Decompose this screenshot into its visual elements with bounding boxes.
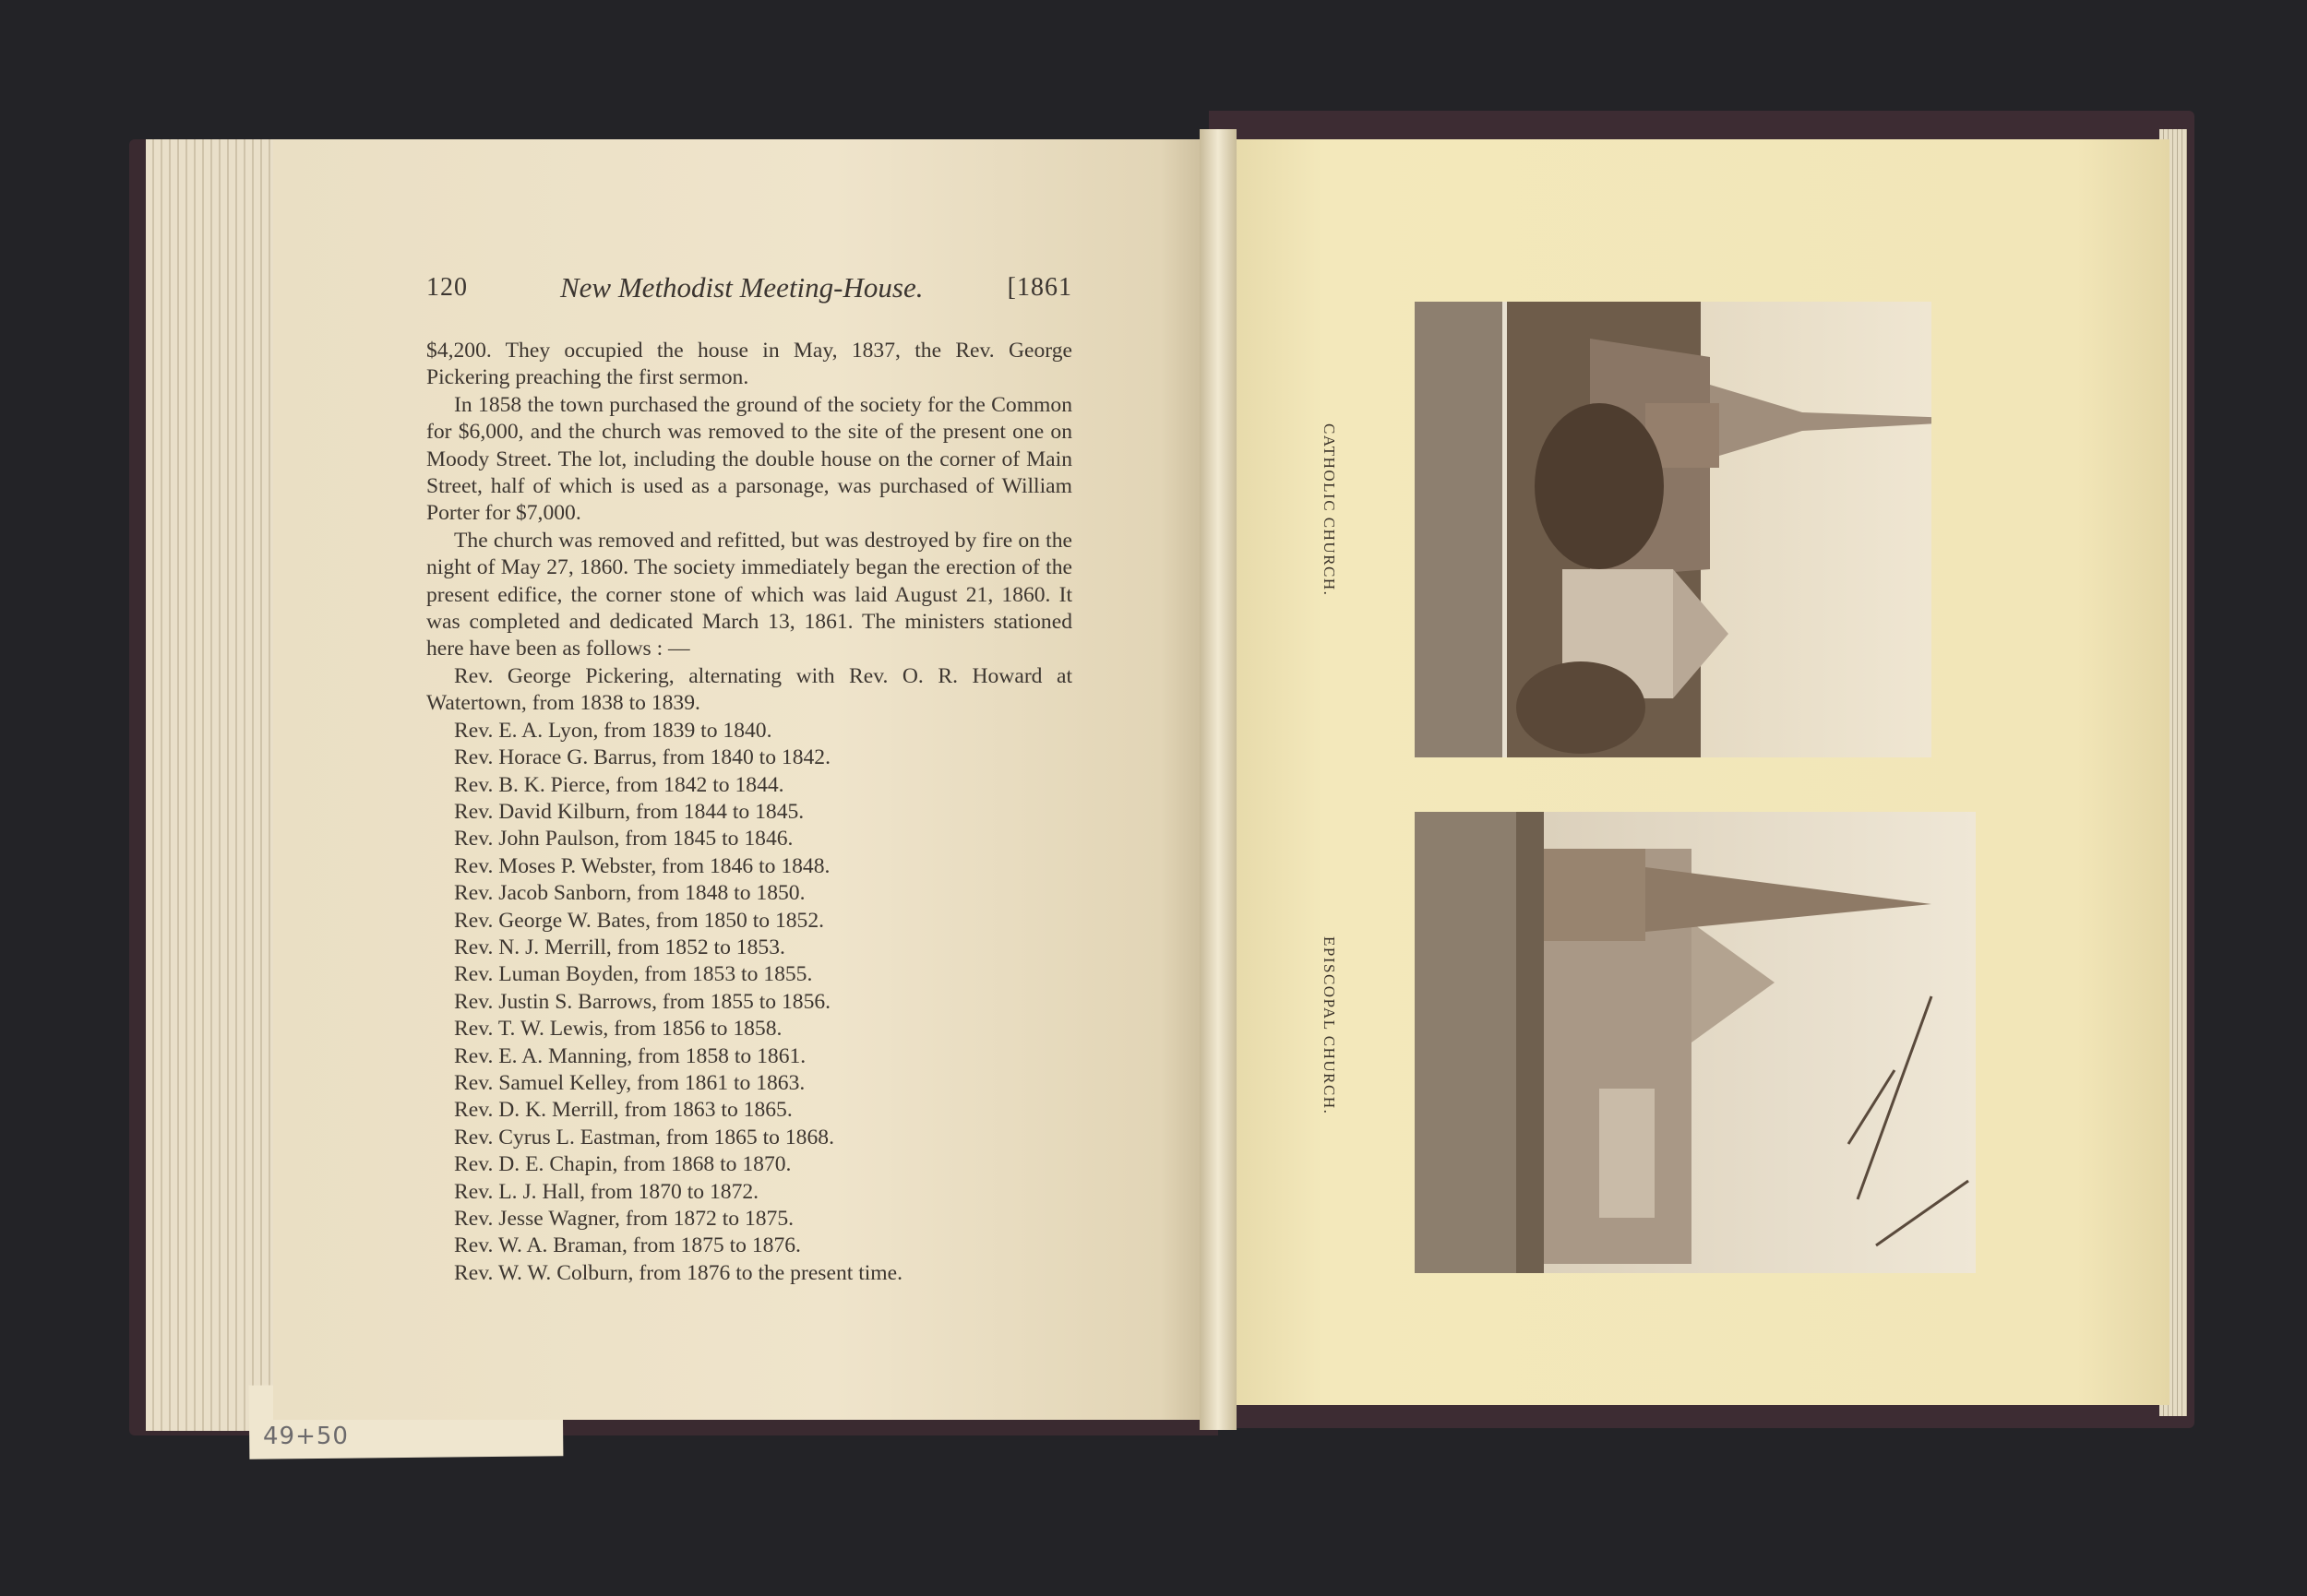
minister-entry: Rev. David Kilburn, from 1844 to 1845. (454, 799, 805, 824)
minister-entry: Rev. George W. Bates, from 1850 to 1852. (454, 908, 825, 933)
minister-entry: Rev. John Paulson, from 1845 to 1846. (454, 827, 794, 852)
paragraph: Rev. George Pickering, alternating with Rev. O. R. Howard at Watertown, from 1838 to 1839. (426, 663, 1072, 716)
running-title: New Methodist Meeting-House. (560, 271, 924, 304)
caption-episcopal-church: EPISCOPAL CHURCH. (1321, 936, 1338, 1115)
gutter (1200, 129, 1237, 1430)
running-header (426, 273, 1072, 310)
minister-entry: Rev. B. K. Pierce, from 1842 to 1844. (454, 772, 784, 797)
minister-entry: Rev. Justin S. Barrows, from 1855 to 1856. (454, 989, 831, 1014)
page-edges (146, 139, 284, 1431)
paragraph: In 1858 the town purchased the ground of the society for the Common for $6,000, and the church was removed to the site of the present one on Moody Street. The lot, including the double house on the corner of Main Street, half of which is used as a parsonage, was purchased of William Porter for $7,000. (426, 392, 1072, 526)
minister-entry: Rev. L. J. Hall, from 1870 to 1872. (454, 1179, 759, 1204)
minister-entry: Rev. Jesse Wagner, from 1872 to 1875. (454, 1207, 795, 1231)
minister-entry: Rev. T. W. Lewis, from 1856 to 1858. (454, 1017, 783, 1042)
minister-entry: Rev. Luman Boyden, from 1853 to 1855. (454, 962, 813, 987)
minister-entry: Rev. E. A. Lyon, from 1839 to 1840. (454, 718, 772, 743)
minister-entry: Rev. Cyrus L. Eastman, from 1865 to 1868. (454, 1125, 834, 1149)
minister-entry: Rev. N. J. Merrill, from 1852 to 1853. (454, 935, 785, 959)
minister-entry: Rev. Horace G. Barrus, from 1840 to 1842. (454, 745, 831, 770)
running-year: [1861 (1007, 273, 1072, 302)
pencil-note: 49+50 (263, 1423, 349, 1450)
paragraph: $4,200. They occupied the house in May, 1837, the Rev. George Pickering preaching the first sermon. (426, 339, 1072, 390)
caption-catholic-church: CATHOLIC CHURCH. (1321, 423, 1338, 597)
minister-entry: Rev. D. E. Chapin, from 1868 to 1870. (454, 1152, 792, 1177)
minister-entry: Rev. E. A. Manning, from 1858 to 1861. (454, 1043, 807, 1068)
photo-episcopal-church (1415, 812, 1976, 1273)
page-number: 120 (426, 273, 468, 302)
minister-entry: Rev. Moses P. Webster, from 1846 to 1848. (454, 853, 831, 878)
minister-entry: Rev. Samuel Kelley, from 1861 to 1863. (454, 1070, 806, 1095)
photo-catholic-church (1415, 302, 1931, 757)
minister-entry: Rev. W. A. Braman, from 1875 to 1876. (454, 1233, 801, 1258)
minister-entry: Rev. Jacob Sanborn, from 1848 to 1850. (454, 881, 806, 906)
minister-list (426, 718, 1072, 1288)
body-text (426, 338, 1072, 1287)
paragraph: The church was removed and refitted, but was destroyed by fire on the night of May 27, 1860. The society immediately began the erection of the present edifice, the corner stone of which was laid August 21, 1860. It was completed and dedicated March 13, 1861. The ministers stationed here have been as follows : — (426, 528, 1072, 661)
minister-entry: Rev. D. K. Merrill, from 1863 to 1865. (454, 1098, 793, 1123)
minister-entry: Rev. W. W. Colburn, from 1876 to the present time. (454, 1260, 903, 1285)
